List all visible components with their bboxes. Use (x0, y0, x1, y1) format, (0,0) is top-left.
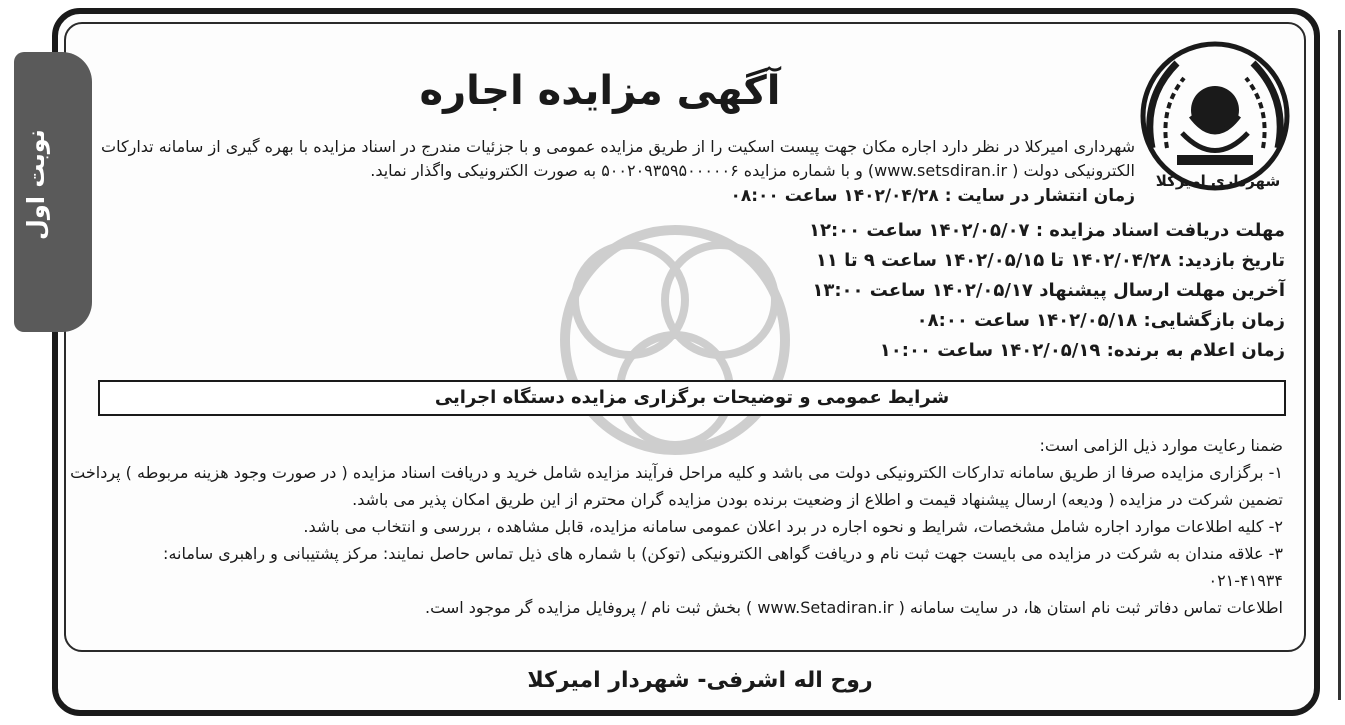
edition-tab-label: نوبت اول (22, 129, 50, 241)
schedule-list (525, 216, 1285, 366)
schedule-row (525, 216, 1285, 246)
schedule-label: زمان بازگشایی: (1143, 310, 1285, 331)
page-edge-line (1338, 30, 1341, 700)
conditions-list (70, 432, 1283, 621)
schedule-label: مهلت دریافت اسناد مزایده : (1035, 220, 1285, 241)
schedule-label: زمان اعلام به برنده: (1106, 340, 1285, 361)
schedule-value: ۱۴۰۲/۰۵/۱۹ ساعت ۱۰:۰۰ (879, 340, 1101, 361)
schedule-value: ۱۴۰۲/۰۵/۱۷ ساعت ۱۳:۰۰ (812, 280, 1033, 301)
schedule-row (525, 246, 1285, 276)
intro-paragraph (101, 135, 1135, 183)
schedule-value: ۱۴۰۲/۰۵/۱۸ ساعت ۰۸:۰۰ (916, 310, 1138, 331)
condition-line: ۲- کلیه اطلاعات موارد اجاره شامل مشخصات، شرایط و نحوه اجاره در برد اعلان عمومی سامانه مزایده، قابل مشاهده ، بررسی و انتخاب می باشد. (303, 517, 1283, 536)
logo-caption: شهرداری امیرکلا (1155, 172, 1281, 190)
intro-line: شهرداری امیرکلا در نظر دارد اجاره مکان جهت پیست اسکیت را از طریق مزایده عمومی و با جزئیات مندرج در اسناد مزایده با بهره گیری از سامانه تدارکات (101, 137, 1135, 156)
ad-title: آگهی مزایده اجاره (419, 68, 781, 114)
intro-line: الکترونیکی دولت ( www.setsdiran.ir) و با شماره مزایده ۵۰۰۲۰۹۳۵۹۵۰۰۰۰۰۶ به صورت الکترونیکی واگذار نماید. (370, 161, 1135, 180)
publish-time: زمان انتشار در سایت : ۱۴۰۲/۰۴/۲۸ ساعت ۰۸:۰۰ (730, 186, 1135, 206)
condition-line: ۱- برگزاری مزایده صرفا از طریق سامانه تدارکات الکترونیکی دولت می باشد و کلیه مراحل فرآیند مزایده شامل خرید و دریافت اسناد مزایده ( در صورت وجود هزینه مربوطه ) پرداخت (70, 463, 1283, 482)
condition-line: ۳- علاقه مندان به شرکت در مزایده می بایست جهت ثبت نام و دریافت گواهی الکترونیکی (توکن) با شماره های ذیل تماس حاصل نمایند: مرکز پشتیبانی و راهبری سامانه: (163, 544, 1283, 563)
schedule-row (525, 306, 1285, 336)
schedule-row (525, 276, 1285, 306)
schedule-value: ۱۴۰۲/۰۵/۰۷ ساعت ۱۲:۰۰ (809, 220, 1030, 241)
schedule-label: تاریخ بازدید: (1177, 250, 1285, 271)
condition-line: تضمین شرکت در مزایده ( ودیعه) ارسال پیشنهاد قیمت و اطلاع از وضعیت برنده بودن مزایده گران محترم از این طریق امکان پذیر می باشد. (352, 490, 1283, 509)
condition-line: اطلاعات تماس دفاتر ثبت نام استان ها، در سایت سامانه ( www.Setadiran.ir ) بخش ثبت نام / پروفایل مزایده گر موجود است. (425, 598, 1283, 617)
condition-line: ضمنا رعایت موارد ذیل الزامی است: (1039, 436, 1283, 455)
schedule-row (525, 336, 1285, 366)
section-title: شرایط عمومی و توضیحات برگزاری مزایده دستگاه اجرایی (98, 380, 1286, 416)
schedule-value: ۱۴۰۲/۰۴/۲۸ تا ۱۴۰۲/۰۵/۱۵ ساعت ۹ تا ۱۱ (815, 250, 1172, 271)
condition-line: ۰۲۱-۴۱۹۳۴ (1208, 571, 1283, 590)
signature-line: روح اله اشرفی- شهردار امیرکلا (527, 668, 873, 693)
schedule-label: آخرین مهلت ارسال پیشنهاد (1039, 280, 1285, 301)
